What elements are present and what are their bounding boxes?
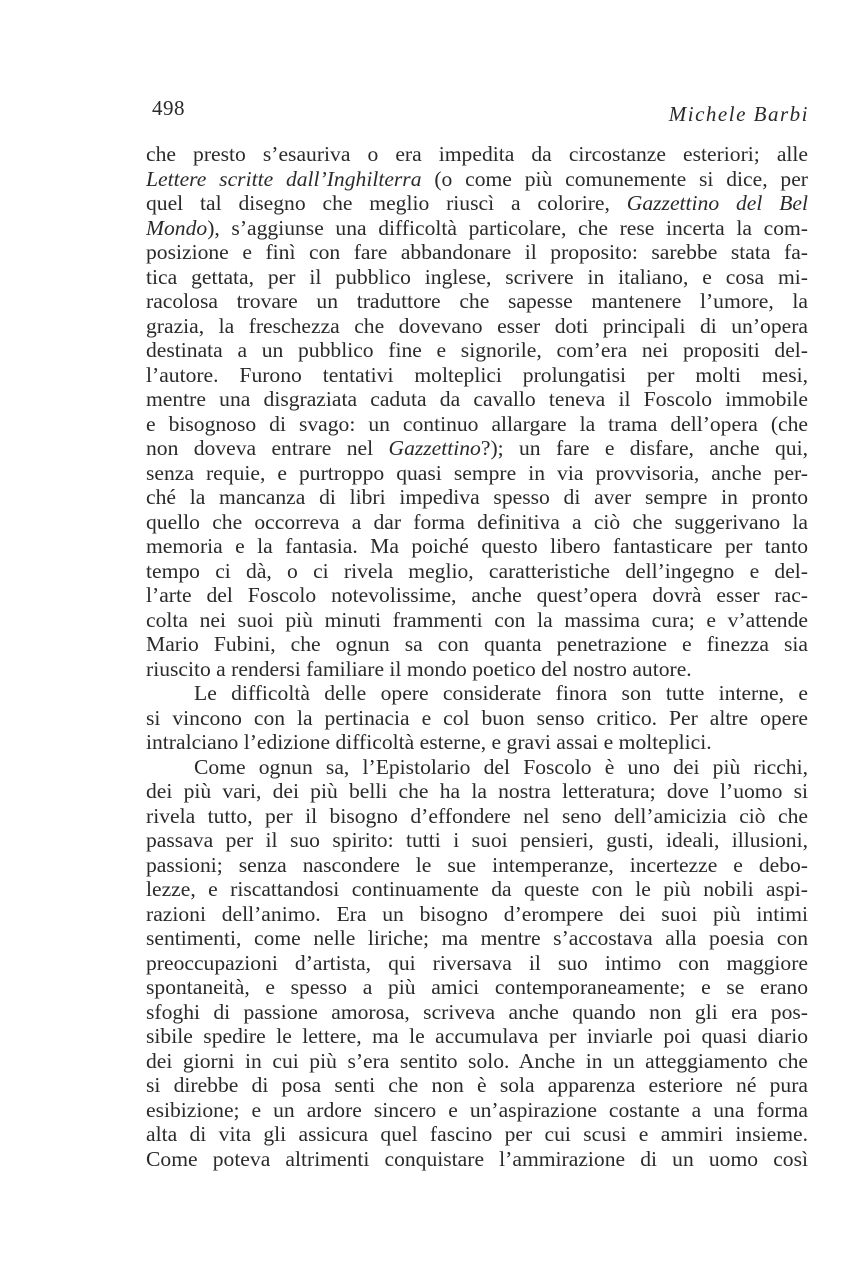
text-line [146, 902, 808, 927]
text-segment: sentimenti, come nelle liriche; ma mentre s’accostava alla poesia con [146, 926, 808, 950]
text-segment: alta di vita gli assicura quel fascino per cui scusi e ammiri insieme. [146, 1122, 808, 1146]
text-segment: senza requie, e purtroppo quasi sempre in via provvisoria, anche per- [146, 460, 808, 485]
text-segment: rivela tutto, per il bisogno d’effondere nel seno dell’amicizia ciò che [146, 803, 808, 828]
text-line [146, 1098, 808, 1123]
text-segment: Le difficoltà delle opere considerate finora son tutte interne, e [194, 681, 808, 705]
text-segment: esibizione; e un ardore sincero e un’aspirazione costante a una forma [146, 1097, 808, 1122]
text-line [146, 828, 808, 853]
text-segment: lezze, e riscattandosi continuamente da queste con le più nobili aspi- [146, 877, 808, 901]
text-segment: tempo ci dà, o ci rivela meglio, caratteristiche dell’ingegno e del- [146, 558, 808, 583]
text-line [146, 461, 808, 486]
running-head: Michele Barbi [668, 102, 809, 126]
text-line [146, 608, 808, 633]
text-line [146, 730, 808, 755]
text-segment: racolosa trovare un traduttore che sapesse mantenere l’umore, la [146, 289, 808, 313]
text-line [146, 926, 808, 951]
text-line [146, 167, 808, 192]
text-line [146, 755, 808, 780]
text-segment: posizione e finì con fare abbandonare il proposito: sarebbe stata fa- [146, 240, 808, 264]
text-segment: Mario Fubini, che ognun sa con quanta penetrazione e finezza sia [146, 632, 808, 656]
text-line [146, 779, 808, 804]
text-line [146, 240, 808, 265]
text-line [146, 632, 808, 657]
text-line [146, 1122, 808, 1147]
text-segment: intralciano l’edizione difficoltà esterne, e gravi assai e molteplici. [146, 730, 712, 754]
text-line [146, 191, 808, 216]
text-segment: Come ognun sa, l’Epistolario del Foscolo è uno dei più ricchi, [194, 754, 808, 779]
text-line [146, 216, 808, 241]
text-line [146, 1024, 808, 1049]
body-text [146, 142, 808, 1171]
text-line [146, 142, 808, 167]
text-segment: quello che occorreva a dar forma definitiva a ciò che suggerivano la [146, 509, 808, 534]
text-segment: l’arte del Foscolo notevolissime, anche quest’opera dovrà esser rac- [146, 583, 808, 607]
text-line [146, 951, 808, 976]
text-line [146, 706, 808, 731]
text-line [146, 583, 808, 608]
text-segment: spontaneità, e spesso a più amici contemporaneamente; e se erano [146, 975, 808, 999]
text-line [146, 1000, 808, 1025]
text-line [146, 681, 808, 706]
text-line [146, 485, 808, 510]
text-line [146, 657, 808, 682]
text-line [146, 804, 808, 829]
text-segment: dei giorni in cui più s’era sentito solo. Anche in un atteggiamento che [146, 1048, 808, 1073]
text-segment: preoccupazioni d’artista, qui riversava il suo intimo con maggiore [146, 950, 808, 975]
text-segment: ché la mancanza di libri impediva spesso di aver sempre in pronto [146, 485, 808, 509]
text-segment: l’autore. Furono tentativi molteplici prolungatisi per molti mesi, [146, 362, 808, 387]
text-line [146, 314, 808, 339]
text-line [146, 853, 808, 878]
text-line [146, 1073, 808, 1098]
text-segment: razioni dell’animo. Era un bisogno d’erompere dei suoi più intimi [146, 901, 808, 926]
text-segment: sfoghi di passione amorosa, scriveva anche quando non gli era pos- [146, 999, 808, 1024]
text-segment: sibile spedire le lettere, ma le accumulava per inviarle poi quasi diario [146, 1024, 808, 1048]
text-segment: riuscito a rendersi familiare il mondo poetico del nostro autore. [146, 656, 692, 681]
text-line [146, 1147, 808, 1172]
text-segment: e bisognoso di svago: un continuo allargare la trama dell’opera (che [146, 411, 808, 436]
page-number: 498 [152, 96, 185, 120]
text-line [146, 387, 808, 412]
text-segment: passava per il suo spirito: tutti i suoi pensieri, gusti, ideali, illusioni, [146, 828, 808, 852]
text-segment: colta nei suoi più minuti frammenti con la massima cura; e v’attende [146, 607, 808, 632]
italic-title-segment: Gazzettino del Bel [626, 191, 808, 215]
text-line [146, 510, 808, 535]
text-line [146, 1049, 808, 1074]
text-segment: Come poteva altrimenti conquistare l’ammirazione di un uomo così [146, 1146, 808, 1171]
text-segment: ), s’aggiunse una difficoltà particolare, che rese incerta la com- [207, 215, 808, 240]
text-line [146, 338, 808, 363]
text-line [146, 363, 808, 388]
text-segment: memoria e la fantasia. Ma poiché questo libero fantasticare per tanto [146, 534, 808, 558]
text-segment: non doveva entrare nel [146, 436, 389, 460]
text-segment: si direbbe di posa senti che non è sola apparenza esteriore né pura [146, 1073, 808, 1097]
text-segment: quel tal disegno che meglio riuscì a colorire, [146, 191, 627, 215]
text-segment: che presto s’esauriva o era impedita da circostanze esteriori; alle [146, 142, 808, 166]
text-line [146, 265, 808, 290]
text-line [146, 436, 808, 461]
text-segment: mentre una disgraziata caduta da cavallo teneva il Foscolo immobile [146, 387, 808, 411]
text-line [146, 412, 808, 437]
italic-title-segment: Gazzettino [388, 436, 481, 460]
text-line [146, 534, 808, 559]
text-segment: si vincono con la pertinacia e col buon senso critico. Per altre opere [146, 705, 808, 730]
text-line [146, 559, 808, 584]
text-segment: grazia, la freschezza che dovevano esser doti principali di un’opera [146, 313, 808, 338]
text-segment: passioni; senza nascondere le sue intemperanze, incertezze e debo- [146, 852, 808, 877]
text-segment: ?); un fare e disfare, anche qui, [480, 436, 808, 460]
italic-title-segment: Mondo [146, 215, 208, 240]
text-line [146, 975, 808, 1000]
text-segment: destinata a un pubblico fine e signorile, com’era nei propositi del- [146, 338, 808, 362]
text-segment: dei più vari, dei più belli che ha la nostra letteratura; dove l’uomo si [146, 779, 808, 803]
text-line [146, 289, 808, 314]
italic-title-segment: Lettere scritte dall’Inghilterra [146, 166, 422, 191]
text-line [146, 877, 808, 902]
text-segment: (o come più comunemente si dice, per [421, 166, 808, 191]
text-segment: tica gettata, per il pubblico inglese, scrivere in italiano, e cosa mi- [146, 264, 808, 289]
